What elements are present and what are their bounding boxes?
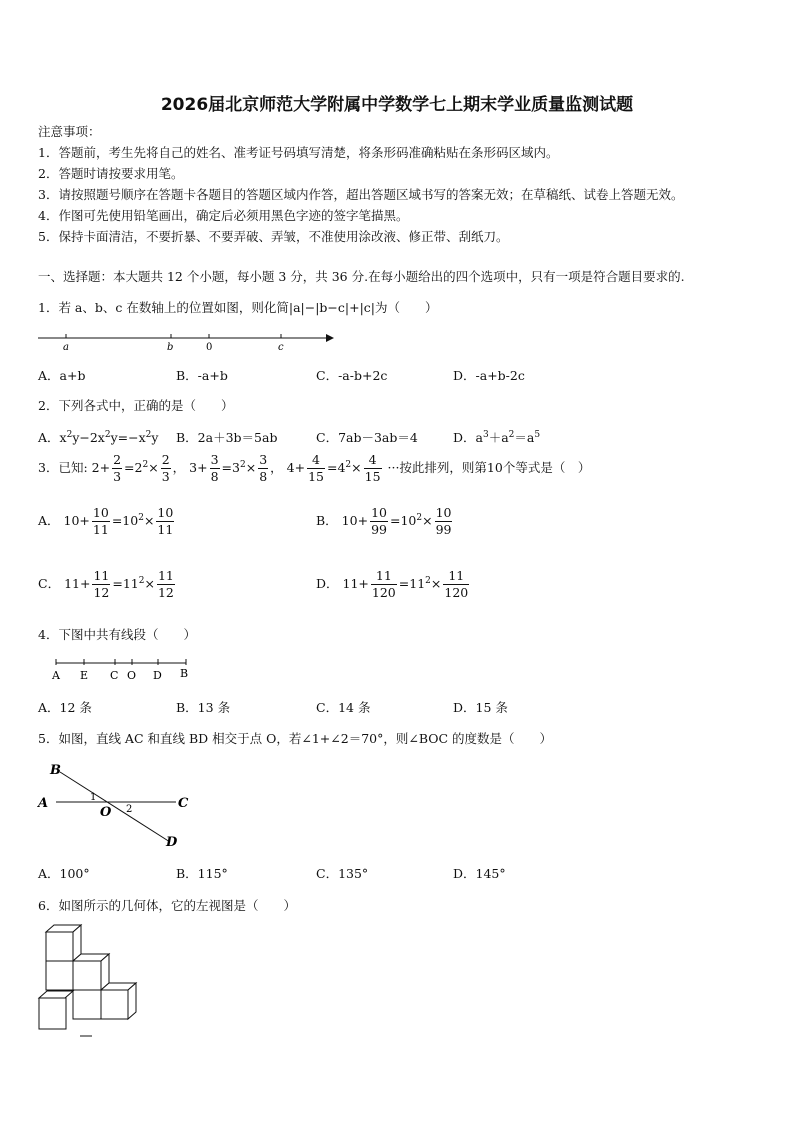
q4-option-a: A．12 条 — [38, 700, 92, 715]
page-title: 2026届北京师范大学附属中学数学七上期末学业质量监测试题 — [160, 95, 634, 115]
q4-option-c: C．14 条 — [316, 700, 371, 715]
notice-heading: 注意事项： — [38, 124, 101, 139]
label-c: c — [278, 342, 284, 352]
label-a: a — [63, 342, 69, 352]
notice-item-2: 2．答题时请按要求用笔。 — [38, 166, 184, 181]
point-c: C — [110, 669, 119, 682]
angle-1-label: 1 — [90, 792, 97, 803]
q6-stem: 6．如图所示的几何体，它的左视图是（ ） — [38, 898, 296, 913]
q5-option-b: B．115° — [176, 866, 228, 881]
q3-stem: 3．已知: 2+ $\frac{2}{3}$ $=2^2\times$ $\frac{2}{3}$ ， 3+ $\frac{3}{8}$ $=3^2\times$ $\frac{3}{8}$ ， 4+ $\frac{4}{15}$ $=4^2\times$ $\frac{4}{15}$ ···按此排列，则第10个等式是（ ） — [38, 452, 591, 484]
notice-item-3: 3．请按照题号顺序在答题卡各题目的答题区域内作答，超出答题区域书写的答案无效；在草稿纸、试卷上答题无效。 — [38, 187, 684, 202]
label-o: O — [100, 805, 112, 820]
q4-option-b: B．13 条 — [176, 700, 231, 715]
label-c: C — [178, 796, 189, 811]
section-heading: 一、选择题：本大题共 12 个小题，每小题 3 分，共 36 分.在每小题给出的四个选项中，只有一项是符合题目要求的. — [38, 269, 685, 284]
label-zero: 0 — [206, 342, 213, 352]
q3-option-b: B． 10+ $\frac{10}{99}$ $=10^2\times$ $\frac{10}{99}$ — [316, 505, 452, 537]
q1-option-d: D．-a+b-2c — [453, 368, 525, 383]
q2-option-b: B．2a＋3b＝5ab — [176, 430, 278, 445]
point-d: D — [153, 669, 162, 682]
label-b: b — [167, 342, 174, 352]
q1-option-b: B．-a+b — [176, 368, 228, 383]
q1-stem: 1．若 a、b、c 在数轴上的位置如图，则化简|a|−|b−c|+|c|为（ ） — [38, 300, 438, 315]
point-a: A — [52, 669, 60, 682]
notice-item-1: 1．答题前，考生先将自己的姓名、准考证号码填写清楚，将条形码准确粘贴在条形码区域内。 — [38, 145, 559, 160]
label-a: A — [38, 796, 49, 811]
q3-equation-3: 4+ $\frac{4}{15}$ $=4^2\times$ $\frac{4}{15}$ — [286, 452, 381, 484]
notice-item-4: 4．作图可先使用铅笔画出，确定后必须用黑色字迹的签字笔描黑。 — [38, 208, 409, 223]
cube-solid-figure — [36, 922, 146, 1040]
q3-option-d: D． 11+ $\frac{11}{120}$ $=11^2\times$ $\frac{11}{120}$ — [316, 568, 469, 600]
q2-option-d: D．$a^3+a^2=a^5$ — [453, 429, 541, 445]
angle-2-label: 2 — [126, 804, 133, 815]
point-e: E — [80, 669, 89, 682]
q5-option-c: C．135° — [316, 866, 369, 881]
q4-option-d: D．15 条 — [453, 700, 508, 715]
line-segment-figure — [46, 655, 196, 683]
q2-stem: 2．下列各式中，正确的是（ ） — [38, 398, 234, 413]
intersecting-lines-figure — [34, 756, 204, 854]
q5-stem: 5．如图，直线 AC 和直线 BD 相交于点 O，若∠1+∠2＝70°，则∠BOC 的度数是（ ） — [38, 731, 553, 746]
q2-option-c: C．7ab－3ab＝4 — [316, 430, 418, 445]
q4-stem: 4．下图中共有线段（ ） — [38, 627, 196, 642]
q1-option-c: C．-a-b+2c — [316, 368, 388, 383]
number-line-figure — [36, 328, 336, 352]
q2-option-a: A．$x^2y-2x^2y=-x^2y$ — [38, 429, 159, 445]
q5-option-a: A．100° — [38, 866, 90, 881]
label-b: B — [50, 763, 61, 778]
label-d: D — [166, 835, 178, 850]
q3-equation-2: 3+ $\frac{3}{8}$ $=3^2\times$ $\frac{3}{8}$ — [189, 452, 268, 484]
q5-option-d: D．145° — [453, 866, 506, 881]
q3-option-a: A． 10+ $\frac{10}{11}$ $=10^2\times$ $\frac{10}{11}$ — [38, 505, 174, 537]
notice-item-5: 5．保持卡面清洁，不要折暴、不要弄破、弄皱，不准使用涂改液、修正带、刮纸刀。 — [38, 229, 509, 244]
point-b: B — [180, 667, 189, 680]
q3-option-c: C． 11+ $\frac{11}{12}$ $=11^2\times$ $\frac{11}{12}$ — [38, 568, 174, 600]
q3-equation-1: 2+ $\frac{2}{3}$ $=2^2\times$ $\frac{2}{3}$ — [91, 452, 170, 484]
point-o: O — [127, 669, 137, 682]
q1-option-a: A．a+b — [38, 368, 86, 383]
